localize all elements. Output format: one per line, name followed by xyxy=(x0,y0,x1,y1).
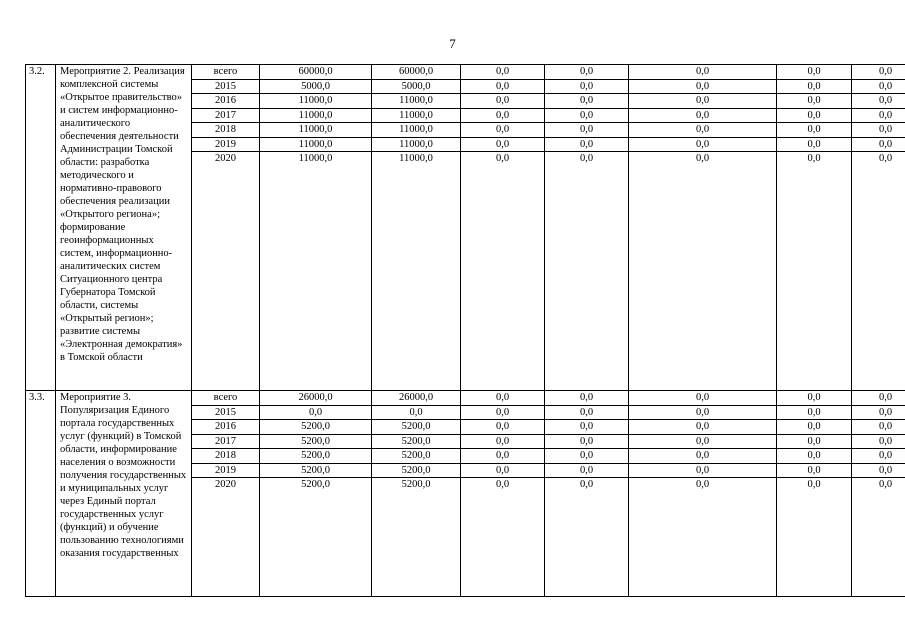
value-cell: 11000,0 xyxy=(260,94,371,109)
value-cell: 0,0 xyxy=(629,123,776,138)
value-cell: 0,0 xyxy=(461,449,544,464)
value-cell: 0,0 xyxy=(461,94,544,109)
value-column-5 xyxy=(629,65,777,391)
value-cell: 0,0 xyxy=(545,420,628,435)
year-cell: 2018 xyxy=(192,449,259,464)
value-cell: 0,0 xyxy=(852,420,905,435)
value-cell: 0,0 xyxy=(777,449,851,464)
value-cell: 11000,0 xyxy=(260,138,371,153)
value-cell: 5000,0 xyxy=(260,80,371,95)
value-cell: 11000,0 xyxy=(372,123,460,138)
value-column-3 xyxy=(461,391,545,597)
value-cell: 5200,0 xyxy=(372,464,460,479)
value-cell: 0,0 xyxy=(777,464,851,479)
value-cell: 0,0 xyxy=(878,153,893,164)
value-cell: 0,0 xyxy=(852,109,905,124)
value-cell: 60000,0 xyxy=(372,65,460,80)
value-cell: 0,0 xyxy=(372,406,460,421)
value-cell: 0,0 xyxy=(777,109,851,124)
value-cell: 0,0 xyxy=(852,94,905,109)
value-cell: 0,0 xyxy=(629,420,776,435)
value-column-1 xyxy=(260,391,372,597)
value-cell: 0,0 xyxy=(852,138,905,153)
table-row xyxy=(26,65,905,391)
value-cell: 0,0 xyxy=(629,391,776,406)
years-column xyxy=(192,65,260,391)
value-column-3 xyxy=(461,65,545,391)
value-cell: 11000,0 xyxy=(372,94,460,109)
value-cell: 0,0 xyxy=(545,94,628,109)
year-cell: 2019 xyxy=(192,138,259,153)
activity-description: Мероприятие 3. Популяризация Единого портала государственных услуг (функций) в Томской области, информирование населения о возможности получения государственных и муниципальных услуг через Единый портал государственных услуг (функций) и обучение пользованию технологиями оказания государственных xyxy=(56,391,192,597)
value-column-7 xyxy=(852,65,905,391)
value-cell: 0,0 xyxy=(878,479,893,490)
value-cell: 0,0 xyxy=(461,65,544,80)
item-number: 3.2. xyxy=(26,65,56,391)
value-cell: 0,0 xyxy=(777,138,851,153)
year-cell: 2019 xyxy=(192,464,259,479)
value-cell: 0,0 xyxy=(695,479,710,490)
value-cell: 0,0 xyxy=(260,406,371,421)
value-cell: 0,0 xyxy=(852,65,905,80)
value-cell: 0,0 xyxy=(629,435,776,450)
value-column-1 xyxy=(260,65,372,391)
value-cell: 11000,0 xyxy=(260,109,371,124)
value-cell: 5200,0 xyxy=(401,479,431,490)
year-cell: 2017 xyxy=(192,109,259,124)
value-cell: 5200,0 xyxy=(260,420,371,435)
value-cell: 11000,0 xyxy=(260,123,371,138)
value-cell: 0,0 xyxy=(807,479,821,490)
value-cell: 11000,0 xyxy=(399,153,433,164)
value-cell: 0,0 xyxy=(545,435,628,450)
value-cell: 0,0 xyxy=(545,123,628,138)
value-cell: 60000,0 xyxy=(260,65,371,80)
value-cell: 0,0 xyxy=(461,406,544,421)
year-cell: 2015 xyxy=(192,80,259,95)
value-cell: 0,0 xyxy=(461,420,544,435)
value-cell: 0,0 xyxy=(777,420,851,435)
value-cell: 0,0 xyxy=(777,406,851,421)
value-cell: 5000,0 xyxy=(372,80,460,95)
year-cell: всего xyxy=(192,65,259,80)
value-cell: 0,0 xyxy=(777,391,851,406)
value-cell: 0,0 xyxy=(629,109,776,124)
year-cell: 2016 xyxy=(192,94,259,109)
value-column-6 xyxy=(777,391,852,597)
value-cell: 0,0 xyxy=(629,406,776,421)
value-cell: 0,0 xyxy=(852,80,905,95)
value-cell: 0,0 xyxy=(495,479,510,490)
years-column xyxy=(192,391,260,597)
value-cell: 0,0 xyxy=(545,109,628,124)
value-cell: 0,0 xyxy=(777,94,851,109)
value-column-2 xyxy=(372,65,461,391)
year-cell: 2015 xyxy=(192,406,259,421)
page-number: 7 xyxy=(449,36,456,51)
value-cell: 5200,0 xyxy=(372,449,460,464)
value-column-5 xyxy=(629,391,777,597)
value-cell: 0,0 xyxy=(629,449,776,464)
value-cell: 0,0 xyxy=(545,391,628,406)
value-column-7 xyxy=(852,391,905,597)
year-cell: 2016 xyxy=(192,420,259,435)
item-number: 3.3. xyxy=(26,391,56,597)
value-cell: 0,0 xyxy=(545,65,628,80)
value-cell: 0,0 xyxy=(629,80,776,95)
value-cell: 0,0 xyxy=(777,65,851,80)
value-cell: 0,0 xyxy=(461,391,544,406)
value-cell: 0,0 xyxy=(629,65,776,80)
value-cell: 5200,0 xyxy=(260,464,371,479)
value-column-4 xyxy=(545,391,629,597)
value-cell: 0,0 xyxy=(461,464,544,479)
value-cell: 0,0 xyxy=(545,406,628,421)
value-cell: 26000,0 xyxy=(260,391,371,406)
value-cell: 0,0 xyxy=(545,80,628,95)
value-cell: 0,0 xyxy=(852,123,905,138)
value-cell: 0,0 xyxy=(461,123,544,138)
value-cell: 0,0 xyxy=(629,94,776,109)
value-cell: 0,0 xyxy=(777,80,851,95)
value-cell: 0,0 xyxy=(695,153,710,164)
value-cell: 0,0 xyxy=(629,464,776,479)
value-cell: 0,0 xyxy=(807,153,821,164)
year-cell: 2017 xyxy=(192,435,259,450)
value-cell: 0,0 xyxy=(545,138,628,153)
value-cell: 5200,0 xyxy=(372,420,460,435)
value-cell: 0,0 xyxy=(461,109,544,124)
table-body xyxy=(26,65,905,597)
value-cell: 0,0 xyxy=(461,80,544,95)
value-cell: 0,0 xyxy=(461,138,544,153)
year-cell: всего xyxy=(192,391,259,406)
value-cell: 11000,0 xyxy=(372,138,460,153)
value-column-2 xyxy=(372,391,461,597)
value-cell: 0,0 xyxy=(545,449,628,464)
value-cell: 5200,0 xyxy=(260,435,371,450)
value-cell: 0,0 xyxy=(579,153,594,164)
value-cell: 0,0 xyxy=(777,123,851,138)
value-cell: 5200,0 xyxy=(372,435,460,450)
value-cell: 0,0 xyxy=(852,406,905,421)
value-cell: 0,0 xyxy=(579,479,594,490)
budget-table xyxy=(25,64,905,597)
value-cell: 26000,0 xyxy=(372,391,460,406)
value-cell: 0,0 xyxy=(852,449,905,464)
value-cell: 0,0 xyxy=(852,391,905,406)
value-column-6 xyxy=(777,65,852,391)
year-cell: 2020 xyxy=(215,153,236,164)
value-cell: 11000,0 xyxy=(298,153,333,164)
value-cell: 0,0 xyxy=(777,435,851,450)
year-cell: 2020 xyxy=(215,479,236,490)
year-cell: 2018 xyxy=(192,123,259,138)
value-cell: 0,0 xyxy=(852,435,905,450)
value-cell: 5200,0 xyxy=(260,449,371,464)
table-row xyxy=(26,391,905,597)
value-cell: 11000,0 xyxy=(372,109,460,124)
value-cell: 0,0 xyxy=(495,153,510,164)
value-cell: 5200,0 xyxy=(301,479,330,490)
value-column-4 xyxy=(545,65,629,391)
value-cell: 0,0 xyxy=(461,435,544,450)
value-cell: 0,0 xyxy=(629,138,776,153)
value-cell: 0,0 xyxy=(852,464,905,479)
value-cell: 0,0 xyxy=(545,464,628,479)
activity-description: Мероприятие 2. Реализация комплексной системы «Открытое правительство» и систем информационно-аналитического обеспечения деятельности Администрации Томской области: разработка методического и нормативно-правового обеспечения реализации «Открытого региона»; формирование геоинформационных систем, информационно-аналитических систем Ситуационного центра Губернатора Томской области, системы «Открытый регион»; развитие системы «Электронная демократия» в Томской области xyxy=(56,65,192,391)
